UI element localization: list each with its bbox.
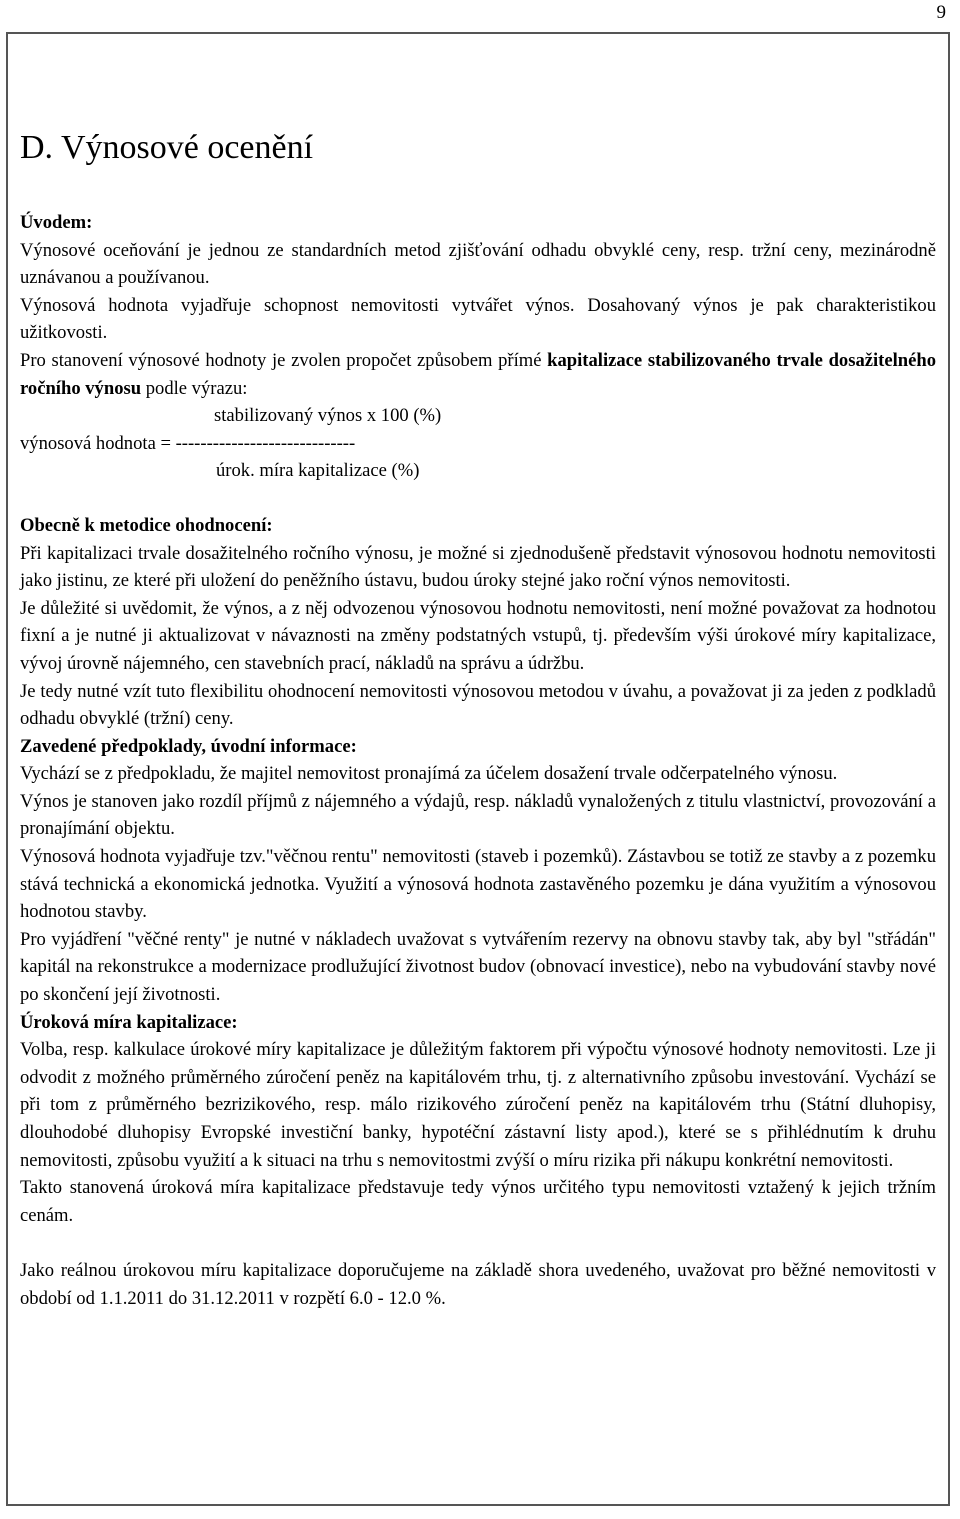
rate-paragraph-3: Jako reálnou úrokovou míru kapitalizace doporučujeme na základě shora uvedeného, uvažovat pro běžné nemovitosti v období od 1.1.2011 do 31.12.2011 v rozpětí 6.0 - 12.0 %. bbox=[20, 1260, 936, 1309]
methodology-heading: Obecně k metodice ohodnocení: bbox=[20, 514, 273, 536]
formula-denominator: úrok. míra kapitalizace (%) bbox=[216, 460, 420, 482]
intro-p3-bold: kapitalizace stabilizovaného trvale dosažitelného ročního výnosu bbox=[20, 349, 936, 399]
methodology-paragraph-3: Je tedy nutné vzít tuto flexibilitu ohodnocení nemovitosti výnosovou metodou v úvahu, a považovat ji za jeden z podkladů odhadu obvyklé (tržní) ceny. bbox=[20, 680, 936, 730]
formula-lhs: výnosová hodnota = ----------------------------- bbox=[20, 432, 356, 454]
intro-paragraph-3 bbox=[20, 347, 936, 402]
spacer bbox=[20, 485, 936, 512]
intro-p3-end: podle výrazu: bbox=[141, 377, 248, 399]
intro-paragraph-1: Výnosové oceňování je jednou ze standardních metod zjišťování odhadu obvyklé ceny, resp. tržní ceny, mezinárodně uznávanou a používanou. bbox=[20, 239, 936, 289]
assumptions-heading: Zavedené předpoklady, úvodní informace: bbox=[20, 735, 357, 757]
assumptions-paragraph-1: Vychází se z předpokladu, že majitel nemovitost pronajímá za účelem dosažení trvale odčerpatelného výnosu. bbox=[20, 763, 838, 785]
methodology-paragraph-2: Je důležité si uvědomit, že výnos, a z něj odvozenou výnosovou hodnotu nemovitosti, není možné považovat za hodnotou fixní a je nutné ji aktualizovat v návaznosti na změny podstatných vstupů, tj. především výši úrokové míry kapitalizace, vývoj úrovně nájemného, cen stavebních prací, nákladů na správu a údržbu. bbox=[20, 597, 936, 674]
assumptions-paragraph-3: Výnosová hodnota vyjadřuje tzv."věčnou rentu" nemovitosti (staveb i pozemků). Zástavbou se totiž ze stavby a z pozemku stává technická a ekonomická jednotka. Využití a výnosová hodnota zastavěného pozemku je dána využitím a výnosovou hodnotou stavby. bbox=[20, 846, 936, 923]
spacer bbox=[20, 1229, 936, 1257]
page-frame bbox=[6, 32, 950, 1506]
formula-numerator: stabilizovaný výnos x 100 (%) bbox=[214, 405, 442, 427]
section-title: D. Výnosové ocenění bbox=[20, 129, 314, 166]
intro-paragraph-2: Výnosová hodnota vyjadřuje schopnost nemovitosti vytvářet výnos. Dosahovaný výnos je pak charakteristikou užitkovosti. bbox=[20, 294, 936, 344]
rate-paragraph-2: Takto stanovená úroková míra kapitalizace představuje tedy výnos určitého typu nemovitosti vztažený k jejich tržním cenám. bbox=[20, 1177, 936, 1226]
intro-heading: Úvodem: bbox=[20, 212, 93, 233]
rate-paragraph-1: Volba, resp. kalkulace úrokové míry kapitalizace je důležitým faktorem při výpočtu výnosové hodnoty nemovitosti. Lze ji odvodit z možného průměrného zúročení peněz na kapitálovém trhu, tj. z alternativního způsobu investování. Vychází se při tom z průměrného bezrizikového, resp. málo rizikového zúročení peněz na kapitálovém trhu (Státní dluhopisy, dlouhodobé dluhopisy Evropské investiční banky, hypotéční zástavní listy apod.), které se s přihlédnutím k druhu nemovitosti, způsobu využití a k situaci na trhu s nemovitostmi zvýší o míru rizika při nákupu konkrétní nemovitosti. bbox=[20, 1039, 936, 1171]
page-number: 9 bbox=[936, 2, 946, 23]
section-content bbox=[20, 209, 936, 1313]
assumptions-paragraph-4: Pro vyjádření "věčné renty" je nutné v nákladech uvažovat s vytvářením rezervy na obnovu stavby tak, aby byl "střádán" kapitál na rekonstrukce a modernizace prodlužující životnost budov (obnovací investice), nebo na vybudování stavby nové po skončení její životnosti. bbox=[20, 928, 936, 1006]
methodology-paragraph-1: Při kapitalizaci trvale dosažitelného ročního výnosu, je možné si zjednodušeně představit výnosovou hodnotu nemovitosti jako jistinu, ze které při uložení do peněžního ústavu, budou úroky stejné jako roční výnos nemovitosti. bbox=[20, 542, 936, 592]
assumptions-paragraph-2: Výnos je stanoven jako rozdíl příjmů z nájemného a výdajů, resp. nákladů vynaložených z titulu vlastnictví, provozování a pronajímání objektu. bbox=[20, 790, 936, 840]
intro-p3-start: Pro stanovení výnosové hodnoty je zvolen propočet způsobem přímé bbox=[20, 349, 548, 371]
rate-heading: Úroková míra kapitalizace: bbox=[20, 1011, 238, 1033]
